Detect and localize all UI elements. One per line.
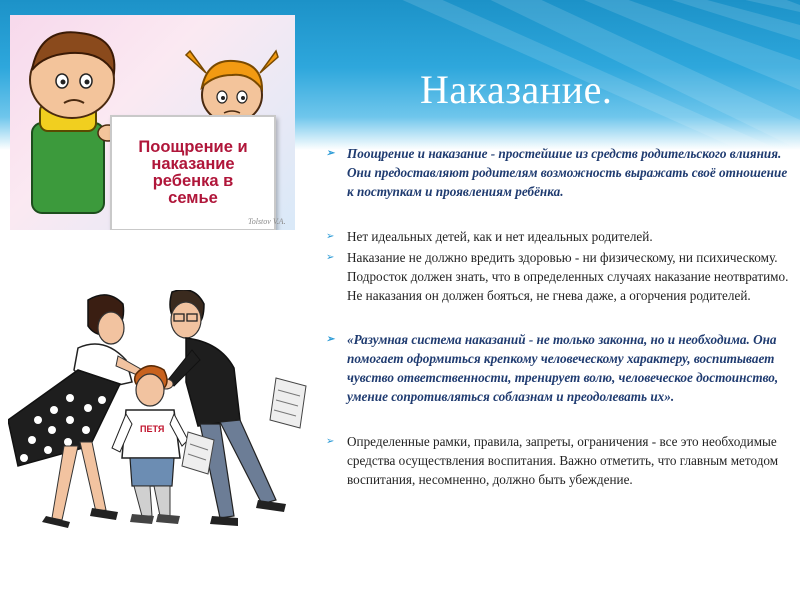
card-sign — [110, 115, 276, 230]
bullet-item — [323, 248, 791, 305]
sign-line: семье — [168, 189, 218, 207]
bullet-marker-icon: ➢ — [326, 252, 335, 263]
shirt-label: ПЕТЯ — [140, 424, 165, 434]
bullet-item — [323, 227, 791, 246]
slide-content — [323, 144, 791, 489]
bullet-text: Определенные рамки, правила, запреты, ограничения - все это необходимые средства осуществления воспитания. Важно отметить, что главным методом воспитания, несомненно, должно быть убеждение. — [347, 434, 779, 487]
sign-line: ребенка в — [152, 172, 234, 190]
slide-title: Наказание. — [420, 67, 613, 112]
bullet-marker-icon: ➢ — [326, 231, 335, 242]
bullet-text: Нет идеальных детей, как и нет идеальных родителей. — [347, 229, 653, 244]
bullet-item — [323, 330, 791, 406]
bullet-text: Наказание не должно вредить здоровью - ни физическому, ни психическому. Подросток должен знать, что в определенных случаях наказание неотвратимо. Не наказания он должен бояться, не гнева даже, а огорчения родителей. — [347, 250, 789, 303]
family-scene-image — [8, 290, 313, 535]
family-illustration — [8, 290, 313, 535]
sign-line: Поощрение и — [138, 138, 248, 156]
bullet-item — [323, 144, 791, 201]
bullet-marker-icon: ➢ — [326, 148, 335, 159]
bullet-marker-icon: ➢ — [326, 436, 335, 447]
sign-line: наказание — [151, 155, 235, 173]
artist-signature: Tolstov V.A. — [248, 217, 286, 226]
bullet-item — [323, 432, 791, 489]
bullet-text: Поощрение и наказание - простейшие из средств родительского влияния. Они предоставляют родителям возможность выражать своё отношение к поступкам и проявлениям ребёнка. — [347, 146, 788, 199]
illustration-card — [10, 15, 295, 230]
bullet-marker-icon: ➢ — [326, 334, 335, 345]
bullet-text: «Разумная система наказаний - не только законна, но и необходима. Она помогает оформиться крепкому человеческому характеру, воспитывает чувство ответственности, тренирует волю, человеческое достоинство, умение сопротивляться соблазнам и преодолевать их». — [347, 332, 779, 404]
